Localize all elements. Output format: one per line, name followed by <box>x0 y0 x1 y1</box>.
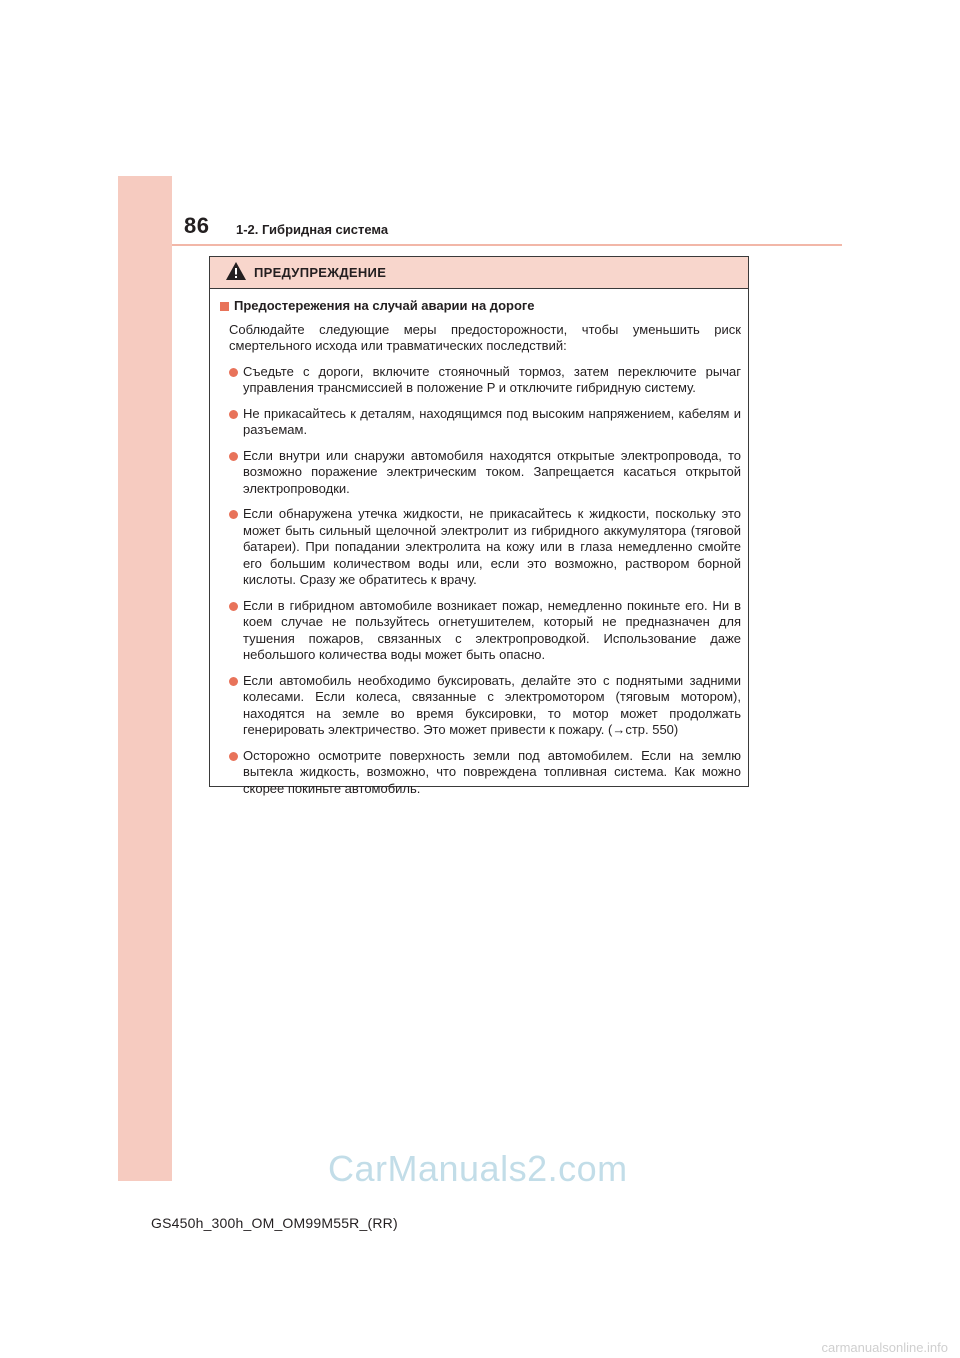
site-credit: carmanualsonline.info <box>821 1340 948 1355</box>
watermark-logo: CarManuals2.com <box>328 1148 628 1189</box>
bullet-dot-icon <box>229 752 238 761</box>
bullet-text: Если обнаружена утечка жидкости, не прикасайтесь к жидкости, поскольку это может быть сильный щелочной электролит из гибридного аккумулятора (тяговой батареи). При попадании электролита на кожу или в глаза немедленно смойте его большим количеством воды или, если это возможно, раствором борной кислоты. Сразу же обратитесь к врачу. <box>243 506 741 587</box>
square-bullet-icon <box>220 302 229 311</box>
bullet-dot-icon <box>229 602 238 611</box>
warning-subheading <box>220 298 741 315</box>
warning-box <box>209 256 749 796</box>
warning-subheading-text: Предостережения на случай аварии на дороге <box>234 298 535 313</box>
warning-bullet-item <box>220 506 741 589</box>
chapter-side-band <box>118 176 172 1181</box>
warning-bullet-item <box>220 673 741 739</box>
bullet-text: Не прикасайтесь к деталям, находящимся под высоким напряжением, кабелям и разъемам. <box>243 405 741 437</box>
warning-header <box>210 257 748 289</box>
bullet-text: Если внутри или снаружи автомобиля находятся открытые электропровода, то возможно поражение электрическим током. Запрещается касаться открытой электропроводки. <box>243 447 741 496</box>
warning-bullet-item <box>220 406 741 439</box>
bullet-text: Если в гибридном автомобиле возникает пожар, немедленно покиньте его. Ни в коем случае не пользуйтесь огнетушителем, который не предназначен для тушения пожаров, связанных с электропроводкой. Использование даже небольшого количества воды может быть опасно. <box>243 597 741 662</box>
warning-triangle-icon <box>225 261 247 281</box>
bullet-text: Съедьте с дороги, включите стояночный тормоз, затем переключите рычаг управления трансмиссией в положение P и отключите гибридную систему. <box>243 363 741 395</box>
header-divider <box>172 244 842 246</box>
bullet-dot-icon <box>229 510 238 519</box>
warning-bullet-item <box>220 448 741 498</box>
bullet-dot-icon <box>229 452 238 461</box>
bullet-dot-icon <box>229 410 238 419</box>
warning-body <box>210 289 748 797</box>
manual-code: GS450h_300h_OM_OM99M55R_(RR) <box>151 1215 398 1231</box>
warning-bullet-item <box>220 748 741 798</box>
bullet-dot-icon <box>229 368 238 377</box>
bullet-dot-icon <box>229 677 238 686</box>
page-number: 86 <box>184 213 210 238</box>
warning-intro: Соблюдайте следующие меры предосторожности, чтобы уменьшить риск смертельного исхода или травматических последствий: <box>229 321 741 353</box>
warning-bullet-list <box>220 364 741 798</box>
warning-bullet-item <box>220 598 741 664</box>
bullet-text: Если автомобиль необходимо буксировать, делайте это с поднятыми задними колесами. Если колеса, связанные с электромотором (тяговым мотором), находятся на земле во время буксировки, то мотор может продолжать генерировать электричество. Это может привести к пожару. (→стр. 550) <box>243 672 741 737</box>
section-title: 1-2. Гибридная система <box>236 222 389 237</box>
warning-bullet-item <box>220 364 741 397</box>
bullet-text: Осторожно осмотрите поверхность земли под автомобилем. Если на землю вытекла жидкость, возможно, что повреждена топливная система. Как можно скорее покиньте автомобиль. <box>243 747 741 796</box>
warning-title: ПРЕДУПРЕЖДЕНИЕ <box>254 265 387 280</box>
